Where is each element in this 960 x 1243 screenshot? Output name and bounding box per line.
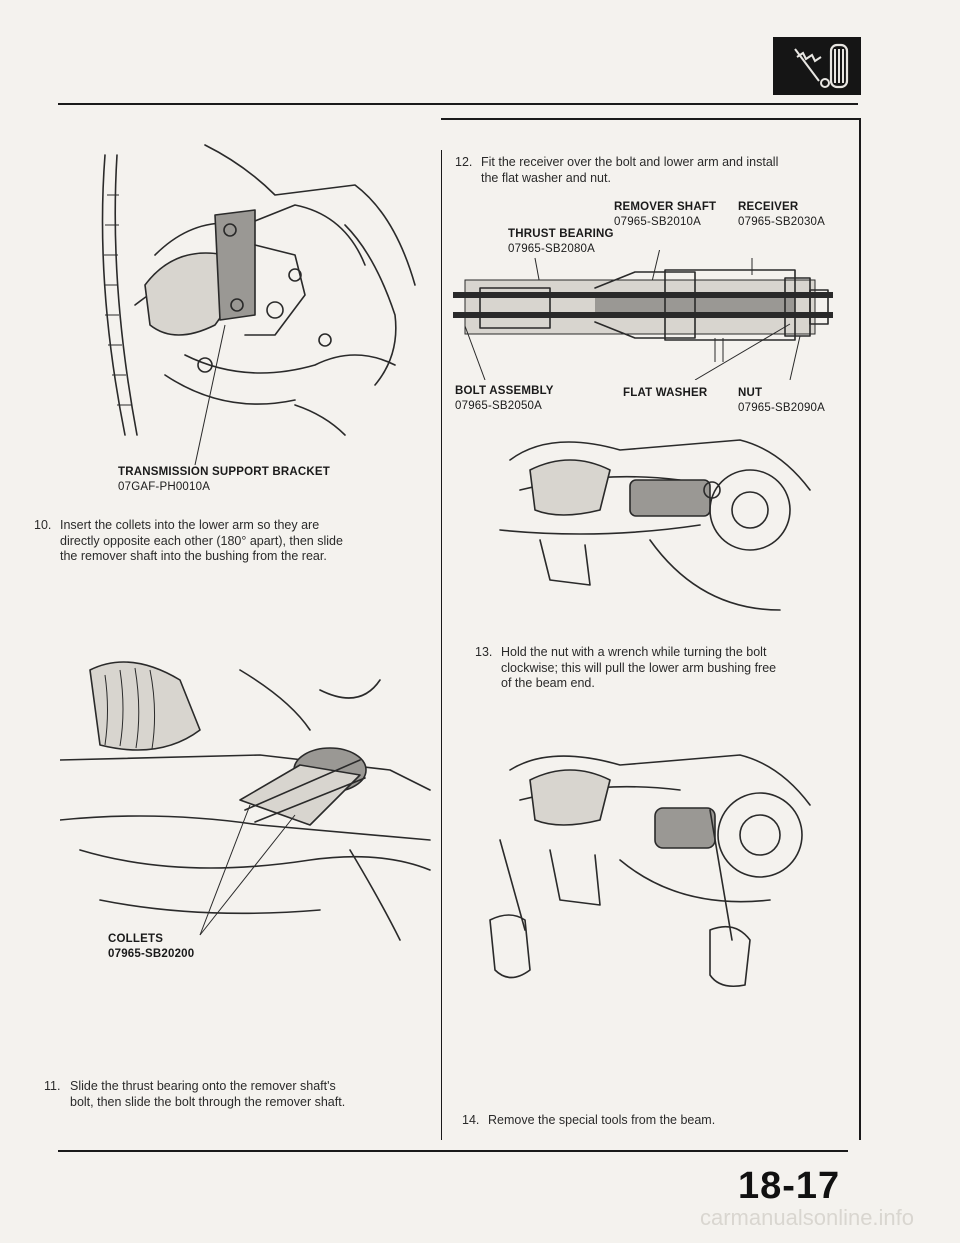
nut-label [738, 386, 825, 416]
right-box-right [859, 118, 861, 1140]
receiver-label [738, 200, 825, 230]
step-line: Fit the receiver over the bolt and lower arm and install [481, 155, 779, 169]
installed-tool-illustration [480, 420, 840, 620]
bolt-assembly-label [455, 384, 554, 414]
step-10 [34, 518, 424, 565]
footer-rule [58, 1150, 848, 1152]
right-box-top [441, 118, 861, 120]
bracket-label-part: 07GAF-PH0010A [118, 481, 211, 493]
header-rule [58, 103, 858, 105]
remover-shaft-part: 07965-SB2010A [614, 216, 702, 228]
flat-washer-name: FLAT WASHER [623, 387, 708, 399]
step-number: 14. [462, 1113, 480, 1127]
collets-label-name: COLLETS [108, 933, 164, 945]
step-line: Hold the nut with a wrench while turning the bolt [501, 645, 767, 659]
step-line: directly opposite each other (180° apart), then slide [60, 533, 343, 548]
receiver-name: RECEIVER [738, 201, 799, 213]
step-number: 10. [34, 518, 52, 532]
thrust-bearing-part: 07965-SB2080A [508, 243, 596, 255]
flat-washer-label [623, 386, 707, 401]
page-number: 18-17 [738, 1165, 841, 1207]
nut-name: NUT [738, 387, 763, 399]
step-number: 12. [455, 155, 473, 169]
step-number: 11. [44, 1079, 61, 1093]
step-line: Insert the collets into the lower arm so they are [60, 518, 320, 532]
step-13 [475, 645, 857, 692]
bolt-assembly-name: BOLT ASSEMBLY [455, 385, 554, 397]
column-divider [441, 150, 442, 1140]
bracket-label [118, 465, 330, 495]
step-line: of the beam end. [501, 676, 595, 690]
remover-shaft-name: REMOVER SHAFT [614, 201, 717, 213]
thrust-bearing-name: THRUST BEARING [508, 228, 614, 240]
collets-illustration [60, 650, 435, 950]
step-line: the flat washer and nut. [481, 170, 611, 185]
step-line: bolt, then slide the bolt through the remover shaft. [70, 1094, 346, 1109]
bracket-label-name: TRANSMISSION SUPPORT BRACKET [118, 466, 330, 478]
step-number: 13. [475, 645, 493, 659]
step-line: the remover shaft into the bushing from the rear. [60, 549, 327, 563]
bolt-assembly-part: 07965-SB2050A [455, 400, 543, 412]
tool-diagram [445, 250, 835, 380]
collets-label [108, 932, 194, 962]
watermark: carmanualsonline.info [700, 1205, 915, 1230]
step-12 [455, 155, 857, 186]
remover-shaft-label [614, 200, 716, 230]
receiver-part: 07965-SB2030A [738, 216, 826, 228]
step-line: clockwise; this will pull the lower arm bushing free [501, 660, 777, 675]
step-14 [462, 1113, 852, 1129]
wrench-illustration [470, 740, 840, 1000]
collets-label-part: 07965-SB20200 [108, 948, 195, 960]
step-11 [44, 1079, 434, 1110]
suspension-shock-icon [773, 37, 861, 95]
bracket-illustration [95, 135, 425, 465]
step-line: Slide the thrust bearing onto the remover shaft's [70, 1079, 336, 1093]
step-line: Remove the special tools from the beam. [488, 1113, 716, 1127]
nut-part: 07965-SB2090A [738, 402, 826, 414]
